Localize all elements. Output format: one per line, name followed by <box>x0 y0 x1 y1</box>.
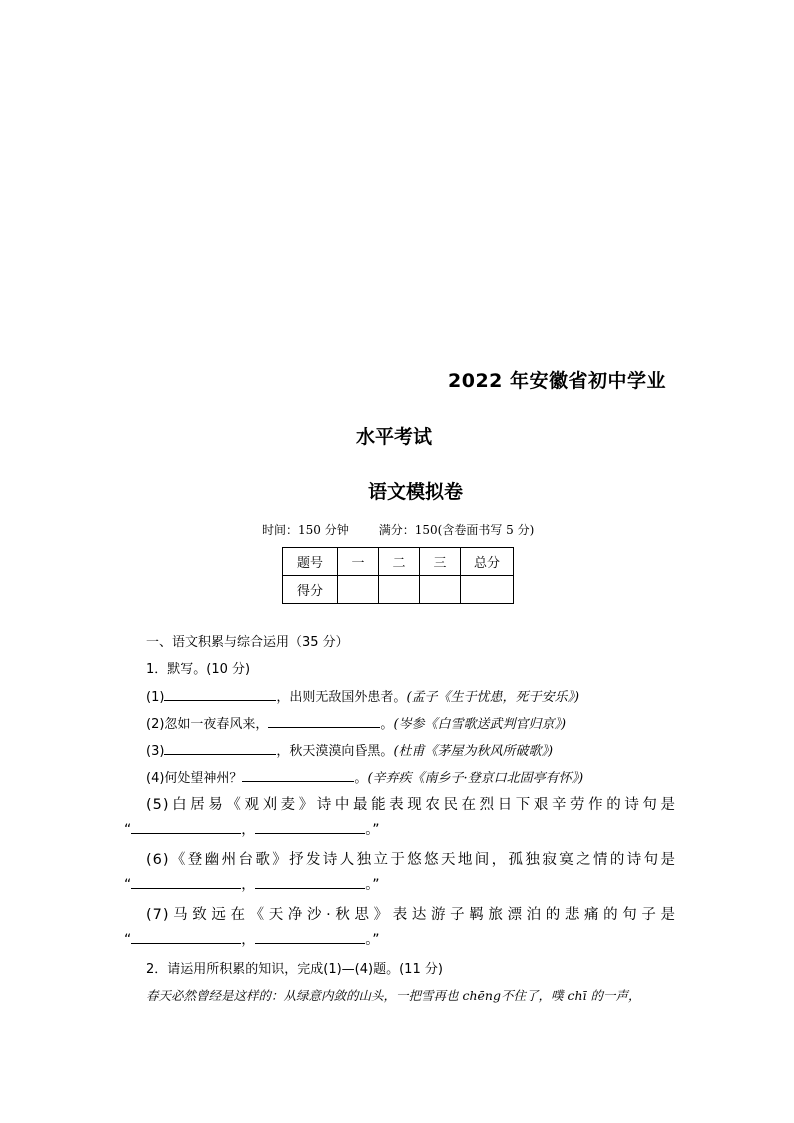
answer-blank[interactable] <box>242 768 354 782</box>
score-row-label: 得分 <box>283 576 338 604</box>
score-cell[interactable] <box>338 576 379 604</box>
exam-time: 时间：150 分钟 <box>262 523 349 537</box>
section-heading: 一、语文积累与综合运用（35 分） <box>146 635 349 650</box>
answer-line <box>124 874 380 894</box>
item-source: (辛弃疾《南乡子·登京口北固亭有怀》) <box>367 771 584 786</box>
answer-blank[interactable] <box>255 930 365 944</box>
quote-close: 。” <box>365 932 380 948</box>
score-header-cell: 总分 <box>461 548 514 576</box>
quote-open: “ <box>124 822 132 838</box>
item-prefix: (2)忽如一夜春风来， <box>146 717 269 732</box>
score-header-cell: 一 <box>338 548 379 576</box>
quote-close: 。” <box>365 877 380 893</box>
exam-title-line2: 水平考试 <box>356 426 433 448</box>
comma: ， <box>241 932 256 948</box>
question-2-title: 2．请运用所积累的知识，完成(1)—(4)题。(11 分) <box>146 962 443 977</box>
answer-blank[interactable] <box>255 820 365 834</box>
quote-open: “ <box>124 932 132 948</box>
item-suffix: 。 <box>354 771 368 786</box>
score-table-header-row <box>283 548 514 576</box>
answer-blank[interactable] <box>268 714 380 728</box>
answer-line <box>124 819 380 839</box>
answer-blank[interactable] <box>164 687 276 701</box>
score-cell[interactable] <box>379 576 420 604</box>
question-1-title: 1．默写。(10 分) <box>146 662 251 677</box>
score-cell[interactable] <box>420 576 461 604</box>
answer-blank[interactable] <box>131 930 241 944</box>
item-prefix: (3) <box>146 744 165 759</box>
score-table-score-row <box>283 576 514 604</box>
item-source: (杜甫《茅屋为秋风所破歌》) <box>393 744 554 759</box>
score-header-cell: 三 <box>420 548 461 576</box>
item-prefix: (4)何处望神州？ <box>146 771 243 786</box>
question-1-item <box>146 713 566 732</box>
quote-close: 。” <box>365 822 380 838</box>
question-1-long-item: (7)马致远在《天净沙·秋思》表达游子羁旅漂泊的悲痛的句子是 <box>146 907 676 923</box>
question-1-item <box>146 767 583 786</box>
question-1-item <box>146 740 553 759</box>
comma: ， <box>241 822 256 838</box>
exam-full-score: 满分：150(含卷面书写 5 分) <box>378 523 535 537</box>
item-source: (岑参《白雪歌送武判官归京》) <box>393 717 567 732</box>
question-1-item <box>146 686 579 705</box>
answer-line <box>124 929 380 949</box>
exam-meta <box>262 521 534 538</box>
exam-title-line3: 语文模拟卷 <box>368 481 464 503</box>
score-header-cell: 题号 <box>283 548 338 576</box>
answer-blank[interactable] <box>164 741 276 755</box>
answer-blank[interactable] <box>131 875 241 889</box>
item-suffix: ，秋天漠漠向昏黑。 <box>276 744 394 759</box>
question-2-passage: 春天必然曾经是这样的：从绿意内敛的山头，一把雪再也 chēng不住了，噗 chī 的一声， <box>146 988 641 1003</box>
item-prefix: (1) <box>146 690 165 705</box>
comma: ， <box>241 877 256 893</box>
score-header-cell: 二 <box>379 548 420 576</box>
item-suffix: 。 <box>380 717 394 732</box>
item-suffix: ，出则无敌国外患者。 <box>276 690 407 705</box>
answer-blank[interactable] <box>131 820 241 834</box>
score-cell[interactable] <box>461 576 514 604</box>
item-source: (孟子《生于忧患，死于安乐》) <box>406 690 580 705</box>
quote-open: “ <box>124 877 132 893</box>
exam-title-line1: 2022 年安徽省初中学业 <box>448 370 666 392</box>
answer-blank[interactable] <box>255 875 365 889</box>
question-1-long-item: (5)白居易《观刈麦》诗中最能表现农民在烈日下艰辛劳作的诗句是 <box>146 797 676 813</box>
question-1-long-item: (6)《登幽州台歌》抒发诗人独立于悠悠天地间，孤独寂寞之情的诗句是 <box>146 852 676 868</box>
score-table <box>282 547 514 604</box>
